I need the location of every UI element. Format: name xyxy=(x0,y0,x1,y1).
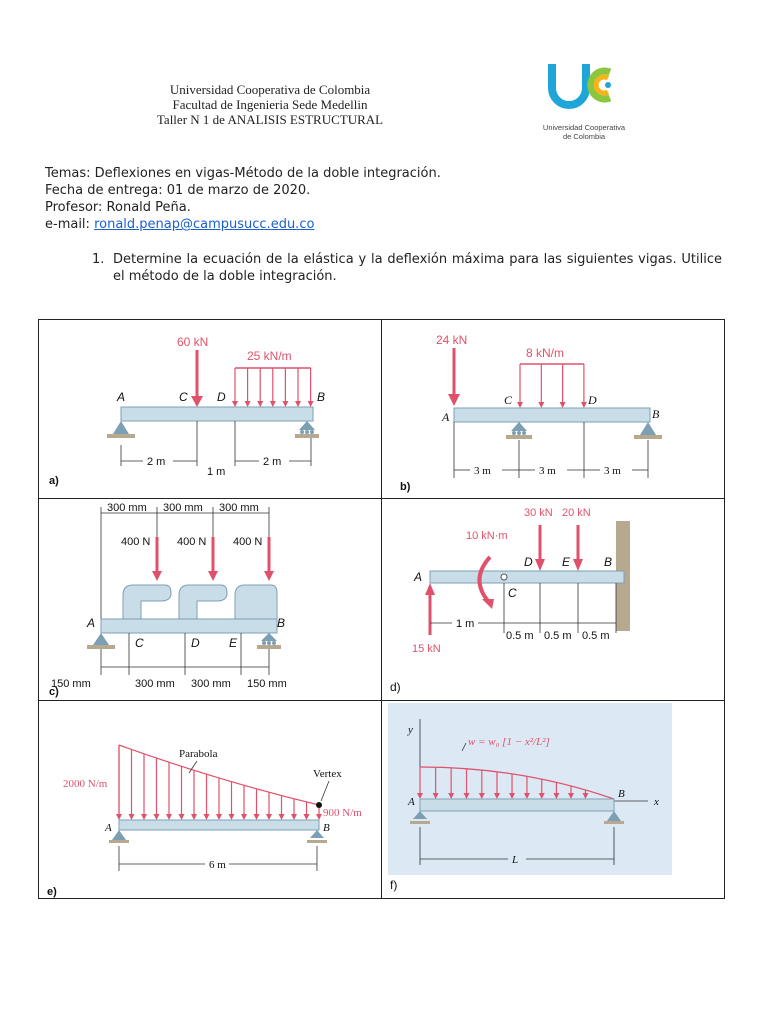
dim-f-length: L xyxy=(512,854,519,866)
dist-arrow-e-head xyxy=(141,814,147,820)
logo-line-2: de Colombia xyxy=(562,132,606,141)
load-25knm: 25 kN/m xyxy=(247,349,292,363)
beam-a xyxy=(121,407,313,421)
dim-a-1: 2 m xyxy=(147,456,166,468)
roller-support-b-c xyxy=(257,633,281,649)
point-c-label-b: C xyxy=(504,393,513,407)
dist-arrow-e-head xyxy=(191,814,197,820)
dist-arrow-a-head xyxy=(282,401,288,407)
faculty-name: Facultad de Ingenieria Sede Medellin xyxy=(172,97,368,112)
load-8knm: 8 kN/m xyxy=(526,346,565,360)
top-dim-3: 300 mm xyxy=(219,502,259,514)
bottom-dimensions-c xyxy=(101,633,269,675)
frame-beam-c xyxy=(101,585,277,633)
point-c-label: C xyxy=(179,390,188,404)
dist-arrow-e-head xyxy=(254,814,260,820)
point-a-label-e: A xyxy=(105,822,112,834)
dim-d-3: 0.5 m xyxy=(544,630,572,642)
figure-tag-d: d) xyxy=(390,680,401,694)
dist-arrow-a-head xyxy=(295,401,301,407)
dim-d-2: 0.5 m xyxy=(506,630,534,642)
figure-tag-a: a) xyxy=(49,475,59,487)
parabolic-load-arrows xyxy=(116,745,322,820)
bottom-dim-1: 150 mm xyxy=(51,678,91,690)
parabola-label: Parabola xyxy=(179,748,218,760)
dist-arrow-e-head xyxy=(266,814,272,820)
moment-10knm: 10 kN·m xyxy=(466,530,508,542)
figure-f-background xyxy=(388,703,672,875)
dist-arrow-e-head xyxy=(241,814,247,820)
point-c-label-c: C xyxy=(135,636,144,650)
due-date-line: Fecha de entrega: 01 de marzo de 2020. xyxy=(45,183,311,198)
assignment-info xyxy=(45,165,441,233)
load-900nm: 900 N/m xyxy=(323,807,362,819)
point-a-label-f: A xyxy=(408,796,415,808)
distributed-arrows-a xyxy=(232,368,314,407)
question-1 xyxy=(92,251,722,285)
load-equation: w = w₀ [1 − x²/L²] xyxy=(468,736,550,748)
dist-arrow-e-head xyxy=(216,814,222,820)
figure-f xyxy=(382,701,724,898)
roller-support-c xyxy=(506,422,532,439)
topic-line: Temas: Deflexiones en vigas-Método de la doble integración. xyxy=(45,166,441,181)
point-a-label-d: A xyxy=(414,570,423,584)
load-2000nm: 2000 N/m xyxy=(63,778,108,790)
pin-support-a-c xyxy=(87,633,115,649)
point-b-label-b: B xyxy=(652,407,660,421)
email-link[interactable]: ronald.penap@campusucc.edu.co xyxy=(94,217,315,232)
vertex-dot xyxy=(316,802,322,808)
dist-arrow-e-head xyxy=(291,814,297,820)
dim-b-1: 3 m xyxy=(474,465,491,477)
vertex-label: Vertex xyxy=(313,768,342,780)
workshop-title: Taller N 1 de ANALISIS ESTRUCTURAL xyxy=(156,112,384,127)
dim-d-4: 0.5 m xyxy=(582,630,610,642)
load-c-2: 400 N xyxy=(177,536,207,548)
logo-line-1: Universidad Cooperativa xyxy=(542,123,626,132)
dist-arrow-a-head xyxy=(257,401,263,407)
email-label: e-mail: xyxy=(45,217,95,232)
beam-d xyxy=(430,571,624,583)
point-d-label-c: D xyxy=(191,636,200,650)
load-60kn: 60 kN xyxy=(177,335,209,349)
point-b-label-e: B xyxy=(323,822,330,834)
document-header xyxy=(120,82,420,127)
x-axis-label: x xyxy=(654,796,659,808)
dist-arrow-b-head xyxy=(560,402,566,408)
dist-arrow-b-head xyxy=(581,402,587,408)
beam-f xyxy=(420,799,614,811)
dist-arrow-a-head xyxy=(232,401,238,407)
point-c-label-d: C xyxy=(508,586,517,600)
point-a-label-b: A xyxy=(442,410,450,424)
pin-support-b xyxy=(634,422,662,439)
y-axis-label: y xyxy=(408,724,413,736)
dim-b-2: 3 m xyxy=(539,465,556,477)
professor-line: Profesor: Ronald Peña. xyxy=(45,200,191,215)
figure-tag-c: c) xyxy=(49,686,59,698)
distributed-arrows-b xyxy=(517,364,587,408)
dist-arrow-a-head xyxy=(308,401,314,407)
dim-a-3: 2 m xyxy=(263,456,282,468)
load-24kn: 24 kN xyxy=(436,333,468,347)
load-c-1: 400 N xyxy=(121,536,151,548)
dist-arrow-e-head xyxy=(179,814,185,820)
beam-b xyxy=(454,408,650,422)
point-d-label-d: D xyxy=(524,555,533,569)
figure-e xyxy=(39,701,381,898)
point-load-arrow-b xyxy=(448,348,460,406)
point-a-label: A xyxy=(117,390,126,404)
pin-support-a xyxy=(107,421,135,438)
hinge-c-d xyxy=(501,574,507,580)
question-number: 1. xyxy=(92,252,105,267)
dist-arrow-e-head xyxy=(304,814,310,820)
point-a-label-c: A xyxy=(87,616,96,630)
load-20kn: 20 kN xyxy=(562,507,591,519)
dim-e-length: 6 m xyxy=(209,859,226,871)
load-30kn: 30 kN xyxy=(524,507,553,519)
university-logo xyxy=(538,62,630,144)
point-b-label-d: B xyxy=(604,555,613,569)
top-dim-1: 300 mm xyxy=(107,502,147,514)
dist-arrow-e-head xyxy=(154,814,160,820)
vertex-leader xyxy=(321,781,329,801)
figure-d xyxy=(382,499,724,699)
dist-arrow-b-head xyxy=(517,402,523,408)
figure-c xyxy=(39,499,381,699)
figure-a xyxy=(39,320,381,498)
point-d-label-b: D xyxy=(588,393,597,407)
point-d-label: D xyxy=(217,390,226,404)
figure-tag-f: f) xyxy=(390,878,398,892)
load-c-3: 400 N xyxy=(233,536,263,548)
point-b-label-f: B xyxy=(618,788,625,800)
load-15kn: 15 kN xyxy=(412,643,441,655)
university-name: Universidad Cooperativa de Colombia xyxy=(169,82,371,97)
beam-e xyxy=(119,820,319,830)
dist-arrow-a-head xyxy=(270,401,276,407)
load-arrowheads-c xyxy=(152,571,274,581)
roller-support-b xyxy=(295,421,319,438)
point-b-label-c: B xyxy=(277,616,286,630)
figure-tag-e: e) xyxy=(47,886,57,898)
point-e-label-d: E xyxy=(562,555,571,569)
dist-arrow-a-head xyxy=(245,401,251,407)
bottom-dim-2: 300 mm xyxy=(135,678,175,690)
dist-arrow-e-head xyxy=(279,814,285,820)
pin-support-a-e xyxy=(109,830,129,843)
bottom-dim-4: 150 mm xyxy=(247,678,287,690)
top-dim-2: 300 mm xyxy=(163,502,203,514)
dist-arrow-e-head xyxy=(166,814,172,820)
dim-a-2: 1 m xyxy=(207,466,226,478)
dim-d-1: 1 m xyxy=(456,618,475,630)
dim-b-3: 3 m xyxy=(604,465,621,477)
dist-arrow-e-head xyxy=(129,814,135,820)
figure-tag-b: b) xyxy=(400,481,411,493)
dist-arrow-b-head xyxy=(538,402,544,408)
question-text: Determine la ecuación de la elástica y la deflexión máxima para las siguientes vigas. Utilice el método de la doble integración. xyxy=(113,252,722,284)
figure-b xyxy=(382,320,724,498)
dist-arrow-e-head xyxy=(204,814,210,820)
point-b-label: B xyxy=(317,390,326,404)
moment-arrowhead xyxy=(482,599,494,609)
dist-arrow-e-head xyxy=(116,814,122,820)
email-line xyxy=(45,216,441,233)
point-load-arrow xyxy=(191,350,203,407)
dist-arrow-e-head xyxy=(316,814,322,820)
dist-arrow-e-head xyxy=(229,814,235,820)
bottom-dim-3: 300 mm xyxy=(191,678,231,690)
point-e-label-c: E xyxy=(229,636,238,650)
